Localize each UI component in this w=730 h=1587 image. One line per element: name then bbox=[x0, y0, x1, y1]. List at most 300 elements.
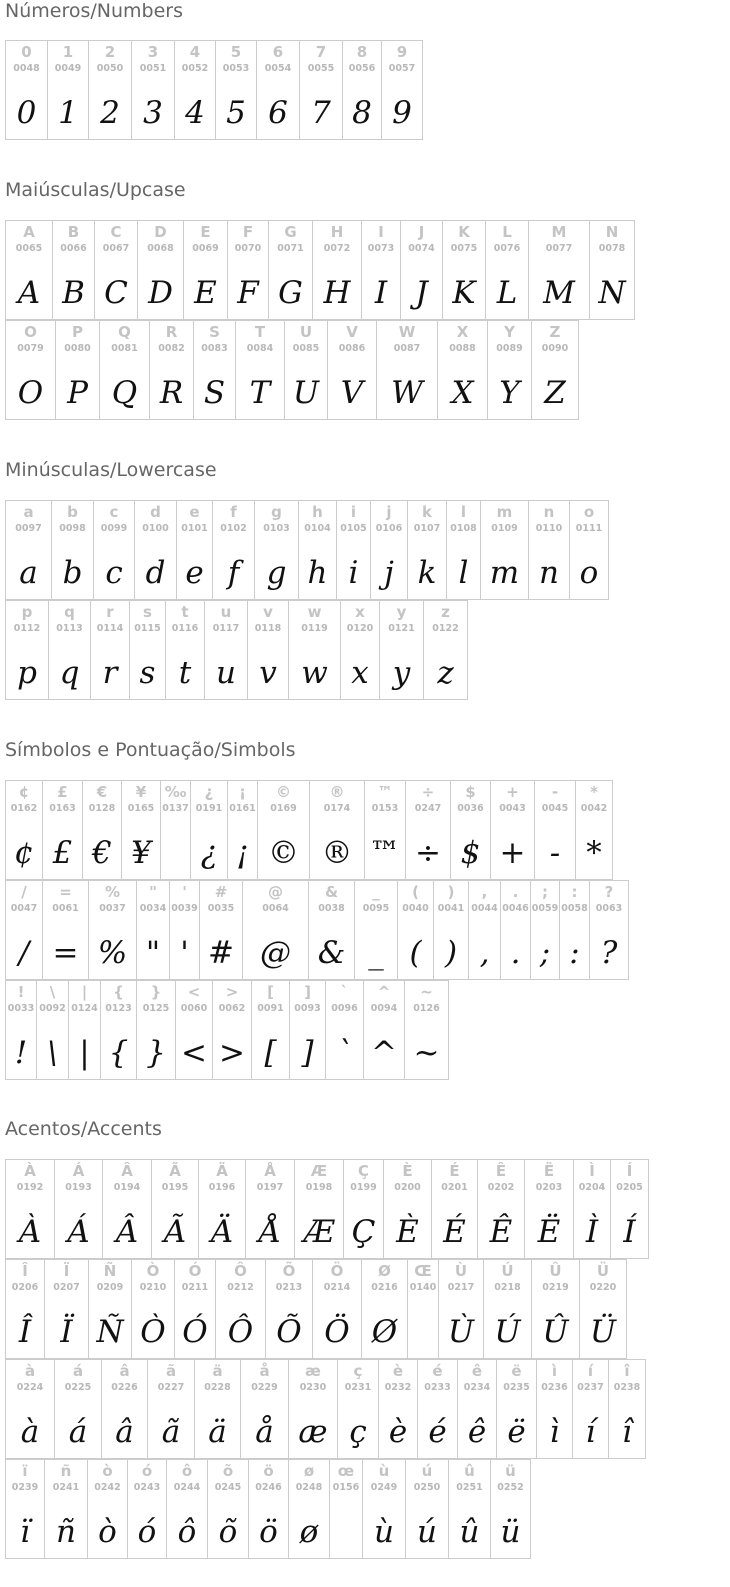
character-label: q bbox=[64, 603, 75, 621]
character-code: 0086 bbox=[338, 343, 366, 354]
character-code: 0212 bbox=[227, 1282, 254, 1293]
glyph-cell bbox=[288, 600, 341, 700]
symbols-row-2 bbox=[5, 880, 628, 980]
glyph-sample: J bbox=[415, 275, 428, 311]
character-label: b bbox=[67, 503, 78, 521]
glyph-cell bbox=[284, 320, 328, 420]
character-code: 0107 bbox=[413, 523, 441, 534]
glyph-cell bbox=[5, 40, 48, 140]
glyph-sample: Ê bbox=[489, 1214, 513, 1250]
glyph-cell bbox=[5, 320, 56, 420]
character-label: Ã bbox=[169, 1162, 181, 1180]
glyph-sample: P bbox=[67, 375, 88, 411]
character-code: 0195 bbox=[161, 1182, 189, 1193]
character-label: Ù bbox=[454, 1262, 468, 1280]
character-label: ö bbox=[263, 1462, 274, 1480]
glyph-cell bbox=[289, 980, 326, 1080]
glyph-cell bbox=[137, 220, 184, 320]
character-code: 0110 bbox=[535, 523, 563, 534]
glyph-cell bbox=[342, 40, 382, 140]
glyph-sample: û bbox=[459, 1514, 480, 1550]
character-code: 0093 bbox=[294, 1003, 321, 1014]
character-code: 0163 bbox=[49, 803, 76, 814]
character-label: œ bbox=[337, 1462, 355, 1480]
character-label: ¢ bbox=[18, 783, 30, 801]
glyph-sample: â bbox=[115, 1414, 134, 1450]
glyph-sample: i bbox=[348, 555, 359, 591]
character-code: 0140 bbox=[409, 1282, 437, 1293]
character-label: . bbox=[512, 883, 519, 901]
character-code: 0037 bbox=[99, 903, 126, 914]
section-title-symbols: Símbolos e Pontuação/Simbols bbox=[5, 739, 296, 761]
character-label: Ñ bbox=[103, 1262, 117, 1280]
character-code: 0237 bbox=[577, 1382, 604, 1393]
character-code: 0072 bbox=[323, 243, 351, 254]
character-label: Â bbox=[121, 1162, 133, 1180]
character-code: 0111 bbox=[575, 523, 603, 534]
section-title-accents: Acentos/Accents bbox=[5, 1118, 162, 1140]
glyph-cell bbox=[55, 320, 100, 420]
glyph-sample: Z bbox=[544, 375, 566, 411]
character-label: J bbox=[418, 223, 425, 241]
character-code: 0239 bbox=[11, 1482, 39, 1493]
glyph-sample: î bbox=[622, 1414, 632, 1450]
character-code: 0078 bbox=[598, 243, 626, 254]
glyph-sample: A bbox=[17, 275, 41, 311]
character-label: * bbox=[590, 783, 598, 801]
character-label: @ bbox=[268, 883, 283, 901]
character-label: M bbox=[551, 223, 567, 241]
glyph-cell bbox=[54, 1359, 102, 1459]
character-label: ? bbox=[604, 883, 614, 901]
glyph-sample: ™ bbox=[369, 835, 401, 871]
glyph-cell bbox=[308, 880, 355, 980]
glyph-sample: | bbox=[79, 1035, 90, 1071]
character-code: 0251 bbox=[456, 1482, 483, 1493]
glyph-cell bbox=[559, 880, 590, 980]
glyph-sample: f bbox=[227, 555, 240, 591]
glyph-sample: æ bbox=[298, 1414, 328, 1450]
glyph-cell bbox=[312, 1259, 362, 1359]
glyph-cell bbox=[215, 1259, 266, 1359]
character-code: 0067 bbox=[102, 243, 130, 254]
glyph-sample: # bbox=[208, 935, 234, 971]
glyph-sample: ü bbox=[500, 1514, 521, 1550]
glyph-sample: c bbox=[105, 555, 123, 591]
glyph-cell bbox=[5, 1459, 45, 1559]
glyph-cell bbox=[361, 220, 401, 320]
glyph-sample: : bbox=[569, 935, 580, 971]
glyph-cell bbox=[442, 220, 486, 320]
character-label: 9 bbox=[396, 43, 408, 61]
glyph-sample: p bbox=[17, 655, 37, 691]
character-label: L bbox=[502, 223, 512, 241]
character-code: 0199 bbox=[350, 1182, 377, 1193]
glyph-cell bbox=[52, 220, 95, 320]
character-label: Í bbox=[626, 1162, 633, 1180]
glyph-sample: O bbox=[17, 375, 44, 411]
character-code: 0153 bbox=[371, 803, 399, 814]
glyph-sample: ï bbox=[20, 1514, 30, 1550]
glyph-sample: ö bbox=[259, 1514, 278, 1550]
glyph-cell bbox=[485, 220, 529, 320]
glyph-sample: l bbox=[458, 555, 469, 591]
glyph-cell bbox=[407, 1259, 439, 1359]
character-code: 0099 bbox=[100, 523, 128, 534]
glyph-sample: x bbox=[351, 655, 369, 691]
character-label: u bbox=[220, 603, 232, 621]
character-code: 0097 bbox=[15, 523, 42, 534]
character-label: f bbox=[230, 503, 237, 521]
character-label: m bbox=[496, 503, 513, 521]
character-label: è bbox=[392, 1362, 404, 1380]
glyph-sample: Ù bbox=[447, 1314, 475, 1350]
character-label: ú bbox=[421, 1462, 433, 1480]
glyph-sample: 9 bbox=[392, 95, 412, 131]
glyph-cell bbox=[5, 980, 37, 1080]
character-label: y bbox=[396, 603, 407, 621]
glyph-cell bbox=[207, 1459, 249, 1559]
glyph-sample: t bbox=[178, 655, 192, 691]
glyph-sample: a bbox=[19, 555, 38, 591]
character-label: j bbox=[386, 503, 392, 521]
character-code: 0108 bbox=[450, 523, 477, 534]
character-label: G bbox=[284, 223, 297, 241]
character-code: 0104 bbox=[304, 523, 331, 534]
character-label: a bbox=[23, 503, 34, 521]
character-code: 0054 bbox=[264, 63, 292, 74]
glyph-sample: Â bbox=[115, 1214, 139, 1250]
glyph-sample: ] bbox=[301, 1035, 314, 1071]
character-code: 0050 bbox=[96, 63, 124, 74]
character-code: 0062 bbox=[218, 1003, 246, 1014]
glyph-sample: % bbox=[97, 935, 128, 971]
glyph-cell bbox=[254, 500, 299, 600]
glyph-sample: q bbox=[59, 655, 80, 691]
glyph-cell bbox=[94, 220, 138, 320]
character-label: 0 bbox=[21, 43, 32, 61]
glyph-cell bbox=[44, 1259, 89, 1359]
character-code: 0045 bbox=[541, 803, 569, 814]
character-label: E bbox=[200, 223, 211, 241]
character-label: v bbox=[263, 603, 273, 621]
character-code: 0046 bbox=[502, 903, 529, 914]
glyph-cell bbox=[88, 1259, 132, 1359]
character-code: 0101 bbox=[181, 523, 208, 534]
character-code: 0246 bbox=[255, 1482, 282, 1493]
glyph-sample: E bbox=[194, 275, 217, 311]
character-label: ñ bbox=[60, 1462, 72, 1480]
character-label: ÷ bbox=[421, 783, 435, 801]
glyph-sample: Æ bbox=[303, 1214, 335, 1250]
glyph-sample: 7 bbox=[311, 95, 331, 131]
glyph-cell bbox=[169, 880, 200, 980]
glyph-cell bbox=[608, 1359, 646, 1459]
character-code: 0192 bbox=[16, 1182, 44, 1193]
glyph-sample: r bbox=[102, 655, 118, 691]
glyph-cell bbox=[36, 980, 69, 1080]
character-label: O bbox=[24, 323, 37, 341]
character-label: Ø bbox=[378, 1262, 391, 1280]
character-label: È bbox=[402, 1162, 413, 1180]
character-label: _ bbox=[372, 883, 380, 901]
glyph-cell bbox=[312, 220, 362, 320]
character-code: 0165 bbox=[127, 803, 155, 814]
character-label: Ï bbox=[63, 1262, 70, 1280]
character-code: 0103 bbox=[263, 523, 290, 534]
glyph-sample: Ü bbox=[589, 1314, 617, 1350]
glyph-sample: £ bbox=[52, 835, 73, 871]
glyph-sample: V bbox=[340, 375, 364, 411]
character-code: 0236 bbox=[541, 1382, 568, 1393]
glyph-cell bbox=[437, 320, 488, 420]
glyph-sample: 6 bbox=[268, 95, 288, 131]
glyph-cell bbox=[325, 980, 364, 1080]
glyph-sample: 8 bbox=[352, 95, 372, 131]
glyph-cell bbox=[354, 880, 398, 980]
character-code: 0040 bbox=[402, 903, 429, 914]
character-code: 0089 bbox=[496, 343, 523, 354]
character-code: 0092 bbox=[39, 1003, 66, 1014]
character-code: 0122 bbox=[432, 623, 459, 634]
glyph-sample: n bbox=[539, 555, 559, 591]
character-label: ¥ bbox=[135, 783, 147, 801]
character-code: 0094 bbox=[370, 1003, 398, 1014]
glyph-sample: z bbox=[437, 655, 454, 691]
glyph-sample: å bbox=[255, 1414, 274, 1450]
character-label: # bbox=[214, 883, 228, 901]
character-label: p bbox=[21, 603, 33, 621]
character-code: 0066 bbox=[60, 243, 87, 254]
character-label: £ bbox=[57, 783, 68, 801]
character-code: 0250 bbox=[413, 1482, 441, 1493]
character-label: á bbox=[72, 1362, 84, 1380]
glyph-sample: È bbox=[396, 1214, 419, 1250]
character-label: U bbox=[299, 323, 313, 341]
character-code: 0096 bbox=[331, 1003, 358, 1014]
character-label: T bbox=[254, 323, 266, 341]
glyph-cell bbox=[5, 1259, 45, 1359]
character-label: ! bbox=[17, 983, 25, 1001]
glyph-cell bbox=[48, 600, 91, 700]
glyph-sample: L bbox=[496, 275, 518, 311]
glyph-cell bbox=[121, 780, 161, 880]
glyph-cell bbox=[212, 500, 255, 600]
glyph-sample: y bbox=[392, 655, 411, 691]
glyph-cell bbox=[42, 780, 83, 880]
character-code: 0238 bbox=[613, 1382, 641, 1393]
character-label: Ç bbox=[357, 1162, 369, 1180]
glyph-sample: N bbox=[598, 275, 626, 311]
glyph-sample: À bbox=[18, 1214, 42, 1250]
glyph-cell bbox=[336, 500, 371, 600]
character-label: Q bbox=[118, 323, 131, 341]
glyph-sample: u bbox=[216, 655, 236, 691]
glyph-cell bbox=[288, 1459, 330, 1559]
character-code: 0083 bbox=[201, 343, 228, 354]
character-code: 0194 bbox=[113, 1182, 141, 1193]
character-label: P bbox=[72, 323, 83, 341]
character-code: 0042 bbox=[580, 803, 608, 814]
character-label: c bbox=[109, 503, 119, 521]
character-label: Ô bbox=[234, 1262, 247, 1280]
glyph-sample: Í bbox=[623, 1214, 636, 1250]
glyph-sample: K bbox=[452, 275, 476, 311]
glyph-sample: Ë bbox=[537, 1214, 561, 1250]
glyph-cell bbox=[99, 320, 150, 420]
character-code: 0041 bbox=[437, 903, 465, 914]
glyph-cell bbox=[227, 220, 269, 320]
character-label: k bbox=[422, 503, 432, 521]
character-label: ™ bbox=[377, 783, 393, 801]
glyph-sample: è bbox=[388, 1414, 408, 1450]
character-code: 0053 bbox=[222, 63, 250, 74]
character-code: 0061 bbox=[52, 903, 79, 914]
character-label: > bbox=[225, 983, 239, 1001]
character-label: ê bbox=[471, 1362, 483, 1380]
glyph-cell bbox=[166, 1459, 208, 1559]
character-label: X bbox=[456, 323, 469, 341]
glyph-sample: ^ bbox=[371, 1035, 397, 1071]
character-label: B bbox=[67, 223, 80, 241]
glyph-sample: 0 bbox=[16, 95, 37, 131]
character-label: ( bbox=[412, 883, 419, 901]
character-code: 0105 bbox=[340, 523, 367, 534]
glyph-sample: k bbox=[417, 555, 437, 591]
glyph-cell bbox=[82, 780, 122, 880]
glyph-cell bbox=[90, 600, 130, 700]
section-title-upcase: Maiúsculas/Upcase bbox=[5, 179, 186, 201]
character-code: 0216 bbox=[371, 1282, 398, 1293]
glyph-sample: ë bbox=[507, 1414, 526, 1450]
glyph-sample: ã bbox=[161, 1414, 181, 1450]
glyph-cell bbox=[405, 780, 451, 880]
glyph-sample: R bbox=[159, 375, 184, 411]
glyph-cell bbox=[265, 1259, 313, 1359]
character-code: 0197 bbox=[256, 1182, 284, 1193]
symbols-row-3 bbox=[5, 980, 448, 1080]
character-code: 0207 bbox=[53, 1282, 80, 1293]
glyph-cell bbox=[299, 40, 343, 140]
character-label: Ä bbox=[216, 1162, 228, 1180]
character-code: 0057 bbox=[388, 63, 416, 74]
character-label: Î bbox=[22, 1262, 28, 1280]
character-label: ¡ bbox=[239, 783, 246, 801]
character-code: 0252 bbox=[497, 1482, 524, 1493]
accents-row-2 bbox=[5, 1259, 626, 1359]
character-label: ) bbox=[447, 883, 455, 901]
character-code: 0109 bbox=[491, 523, 518, 534]
character-code: 0069 bbox=[192, 243, 219, 254]
character-code: 0071 bbox=[277, 243, 304, 254]
character-label: ë bbox=[511, 1362, 522, 1380]
character-code: 0201 bbox=[441, 1182, 468, 1193]
character-label: å bbox=[259, 1362, 270, 1380]
glyph-cell bbox=[88, 880, 137, 980]
character-label: % bbox=[104, 883, 121, 901]
character-code: 0241 bbox=[52, 1482, 80, 1493]
character-code: 0203 bbox=[535, 1182, 563, 1193]
upcase-row-2 bbox=[5, 320, 578, 420]
glyph-cell bbox=[329, 1459, 363, 1559]
character-code: 0120 bbox=[346, 623, 374, 634]
glyph-cell bbox=[5, 880, 43, 980]
character-code: 0033 bbox=[7, 1003, 35, 1014]
character-label: { bbox=[113, 983, 124, 1001]
glyph-sample: j bbox=[384, 555, 394, 591]
glyph-sample: + bbox=[499, 835, 526, 871]
glyph-cell bbox=[54, 1159, 103, 1259]
glyph-sample: Q bbox=[111, 375, 138, 411]
glyph-cell bbox=[93, 500, 135, 600]
character-code: 0064 bbox=[262, 903, 289, 914]
character-label: ô bbox=[181, 1462, 193, 1480]
character-code: 0044 bbox=[471, 903, 498, 914]
glyph-sample: _ bbox=[368, 935, 384, 971]
character-label: r bbox=[106, 603, 114, 621]
glyph-sample: ? bbox=[600, 935, 618, 971]
glyph-cell bbox=[175, 980, 213, 1080]
character-label: î bbox=[624, 1362, 630, 1380]
glyph-cell bbox=[251, 980, 290, 1080]
glyph-cell bbox=[248, 1459, 289, 1559]
glyph-cell bbox=[212, 980, 252, 1080]
glyph-sample: X bbox=[451, 375, 474, 411]
glyph-sample: D bbox=[148, 275, 173, 311]
character-code: 0095 bbox=[362, 903, 390, 914]
character-code: 0116 bbox=[171, 623, 199, 634]
glyph-cell bbox=[477, 1159, 525, 1259]
character-code: 0245 bbox=[214, 1482, 242, 1493]
character-code: 0214 bbox=[323, 1282, 351, 1293]
character-code: 0047 bbox=[10, 903, 38, 914]
character-code: 0126 bbox=[413, 1003, 440, 1014]
glyph-cell bbox=[174, 1259, 216, 1359]
character-label: ~ bbox=[420, 983, 433, 1001]
character-code: 0119 bbox=[301, 623, 328, 634]
glyph-cell bbox=[572, 1359, 609, 1459]
character-code: 0084 bbox=[246, 343, 274, 354]
glyph-sample: ! bbox=[14, 1035, 28, 1071]
character-code: 0124 bbox=[71, 1003, 98, 1014]
character-label: ] bbox=[304, 983, 311, 1001]
character-code: 0232 bbox=[384, 1382, 412, 1393]
character-label: ï bbox=[22, 1462, 28, 1480]
character-code: 0060 bbox=[180, 1003, 208, 1014]
glyph-sample: [ bbox=[264, 1035, 277, 1071]
glyph-cell bbox=[68, 980, 101, 1080]
character-code: 0128 bbox=[88, 803, 116, 814]
glyph-sample: ê bbox=[467, 1414, 487, 1450]
character-label: Y bbox=[504, 323, 515, 341]
glyph-sample: Å bbox=[258, 1214, 282, 1250]
glyph-sample: / bbox=[18, 935, 30, 971]
glyph-sample: ) bbox=[444, 935, 458, 971]
character-code: 0196 bbox=[208, 1182, 236, 1193]
character-label: Œ bbox=[414, 1262, 432, 1280]
character-code: 0225 bbox=[64, 1382, 92, 1393]
glyph-sample: m bbox=[489, 555, 520, 591]
character-label: z bbox=[441, 603, 450, 621]
character-label: " bbox=[149, 883, 157, 901]
glyph-sample: ù bbox=[374, 1514, 394, 1550]
character-label: Ë bbox=[543, 1162, 555, 1180]
character-code: 0034 bbox=[139, 903, 167, 914]
glyph-sample: $ bbox=[460, 835, 481, 871]
character-label: R bbox=[165, 323, 178, 341]
glyph-cell bbox=[194, 1359, 241, 1459]
character-code: 0079 bbox=[17, 343, 44, 354]
